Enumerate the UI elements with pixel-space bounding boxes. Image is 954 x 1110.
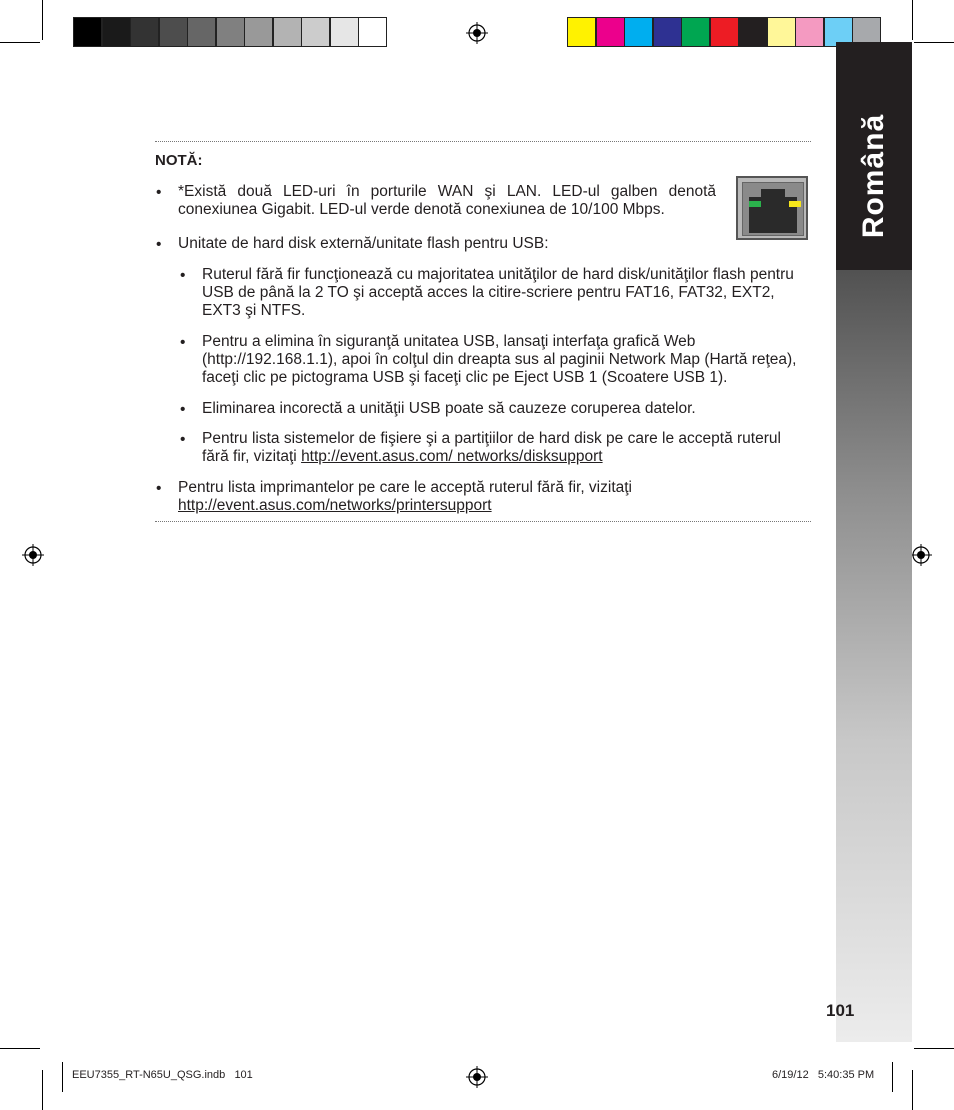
crop-mark	[914, 42, 954, 43]
grayscale-swatch	[358, 17, 387, 47]
bullet: •	[156, 480, 162, 497]
disk-support-link[interactable]: http://event.asus.com/ networks/disksupport	[301, 448, 603, 465]
note-item-usb-storage: Unitate de hard disk externă/unitate flash pentru USB:	[178, 235, 549, 252]
crop-mark	[892, 1062, 893, 1092]
bullet: •	[156, 184, 162, 201]
crop-mark	[912, 1070, 913, 1110]
process-swatch	[795, 17, 824, 47]
bullet: •	[180, 334, 186, 351]
note-top-divider	[155, 141, 811, 142]
note-bottom-divider	[155, 521, 811, 522]
bullet: •	[180, 267, 186, 284]
grayscale-swatch	[301, 17, 330, 47]
crop-mark	[914, 1048, 954, 1049]
grayscale-swatch	[273, 17, 302, 47]
grayscale-swatch	[216, 17, 245, 47]
grayscale-swatch	[159, 17, 188, 47]
grayscale-swatch	[130, 17, 159, 47]
grayscale-swatch	[244, 17, 273, 47]
green-led	[749, 201, 761, 207]
language-label: Română	[857, 113, 890, 239]
note-item-led: *Există două LED-uri în porturile WAN şi LAN. LED-ul galben denotă conexiunea Gigabit. LED-ul verde denotă conexiunea de 10/100 Mbps.	[178, 183, 716, 218]
crop-mark	[42, 1070, 43, 1110]
grayscale-swatch	[187, 17, 216, 47]
note-item-printers	[178, 479, 798, 515]
crop-mark	[42, 0, 43, 40]
note-subitem-safe-eject: Pentru a elimina în siguranţă unitatea USB, lansaţi interfaţa grafică Web (http://192.168.1.1), apoi în colţul din dreapta sus al paginii Network Map (Hartă reţea), faceţi clic pe pictograma USB şi faceţi clic pe Eject USB 1 (Scoatere USB 1).	[202, 333, 797, 386]
bullet: •	[156, 236, 162, 253]
grayscale-swatch	[102, 17, 131, 47]
process-swatch	[681, 17, 710, 47]
note-title: NOTĂ:	[155, 152, 203, 169]
process-swatch	[653, 17, 682, 47]
crop-mark	[0, 42, 40, 43]
registration-mark-icon	[466, 22, 488, 44]
registration-mark-icon	[466, 1066, 488, 1088]
bullet: •	[180, 431, 186, 448]
process-swatch	[567, 17, 596, 47]
grayscale-swatch	[330, 17, 359, 47]
ethernet-port-image	[736, 176, 808, 240]
note-subitem-compatibility: Ruterul fără fir funcţionează cu majoritatea unităţilor de hard disk/unităţilor flash pentru USB de până la 2 TO şi acceptă acces la citire-scriere pentru FAT16, FAT32, EXT2, EXT3 şi NTFS.	[202, 266, 794, 319]
grayscale-swatch	[73, 17, 102, 47]
note-subitem-disk-support	[202, 430, 808, 466]
process-swatch	[624, 17, 653, 47]
bullet: •	[180, 401, 186, 418]
note-subitem-data-corruption: Eliminarea incorectă a unităţii USB poate să cauzeze coruperea datelor.	[202, 400, 696, 417]
crop-mark	[912, 0, 913, 40]
process-swatch	[596, 17, 625, 47]
registration-mark-icon	[22, 544, 44, 566]
process-swatch	[738, 17, 767, 47]
printer-support-link[interactable]: http://event.asus.com/networks/printersupport	[178, 497, 492, 514]
page-number: 101	[826, 1001, 855, 1020]
footer-timestamp: 6/19/12 5:40:35 PM	[772, 1069, 875, 1081]
printer-support-text: Pentru lista imprimantelor pe care le acceptă ruterul fără fir, vizitaţi	[178, 479, 632, 496]
crop-mark	[62, 1062, 63, 1092]
crop-mark	[0, 1048, 40, 1049]
yellow-led	[789, 201, 801, 207]
footer-file-name: EEU7355_RT-N65U_QSG.indb 101	[72, 1069, 253, 1081]
registration-mark-icon	[910, 544, 932, 566]
disk-support-text: Pentru lista sistemelor de fişiere şi a partiţiilor de hard disk pe care le acceptă ruterul fără fir, vizitaţi	[202, 430, 781, 465]
process-swatch	[710, 17, 739, 47]
process-swatch	[767, 17, 796, 47]
